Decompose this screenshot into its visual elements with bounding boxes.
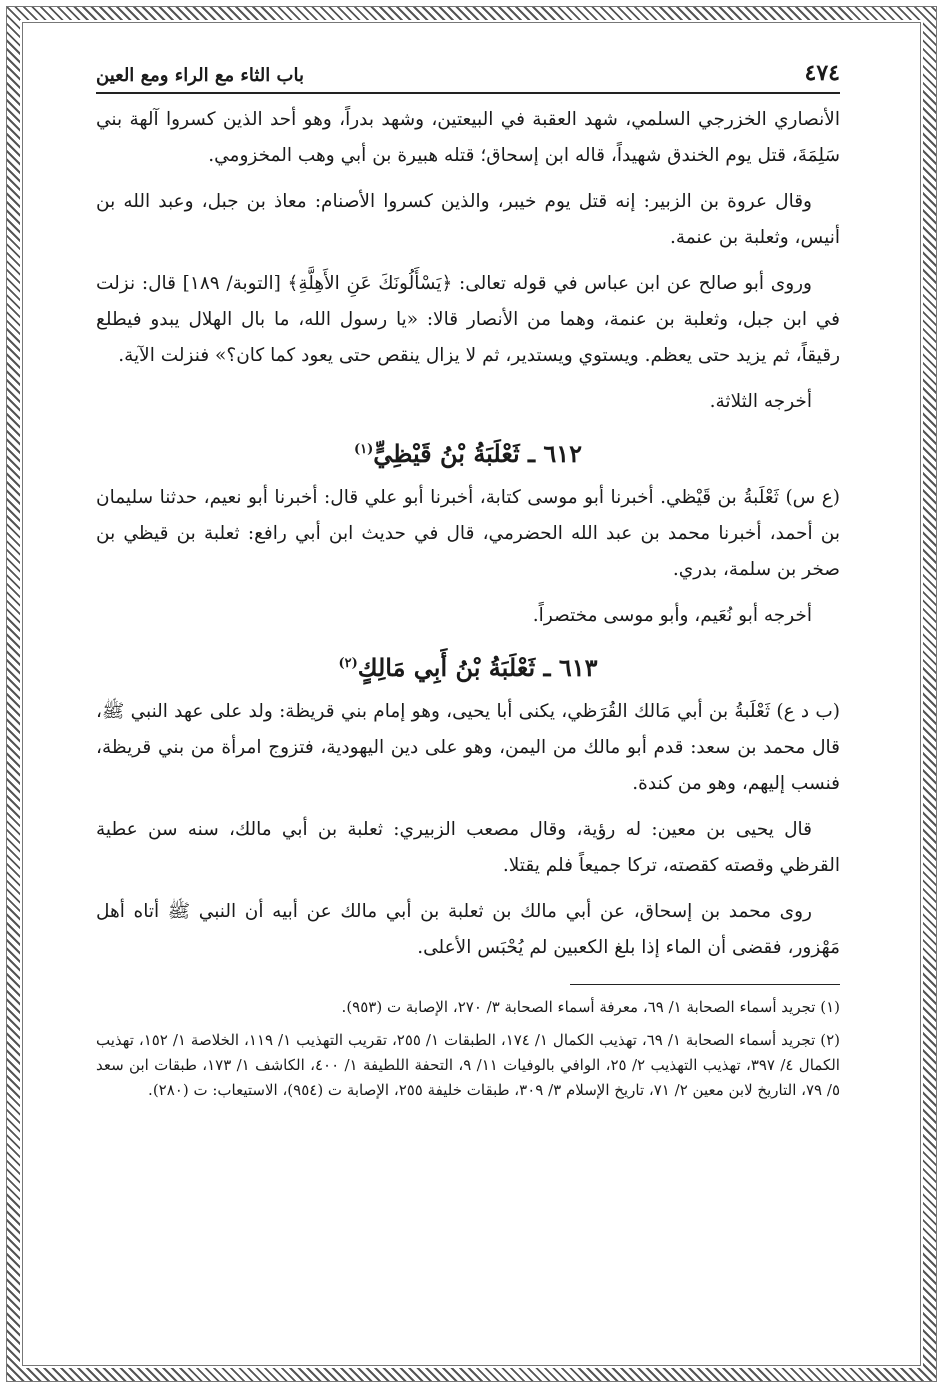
footnote-marker: (١) [353,442,374,457]
footnote: (١) تجريد أسماء الصحابة ١/ ٦٩، معرفة أسماء الصحابة ٣/ ٢٧٠، الإصابة ت (٩٥٣). [341,998,840,1016]
page-header [96,60,840,94]
footnote: (٢) تجريد أسماء الصحابة ١/ ٦٩، تهذيب الكمال ١/ ١٧٤، الطبقات ١/ ٢٥٥، تقريب التهذيب ١/ ١١٩، الخلاصة ١/ ١٥٢، تهذيب الكمال ٤/ ٣٩٧، تهذيب التهذيب ٢/ ٢٥، الوافي بالوفيات ١١/ ٩، التحفة اللطيفة ١/ ٤٠٠، الكاشف ١/ ١٧٣، طبقات ابن سعد ٥/ ٧٩، التاريخ لابن معين ٢/ ٧١، تاريخ الإسلام ٣/ ٣٠٩، طبقات خليفة ٢٥٥، الإصابة ت (٩٥٤)، الاستيعاب: ت (٢٨٠). [96,1031,841,1099]
entry-title-text: ٦١٢ ـ ثَعْلَبَةُ بْنُ قَيْظِيٍّ [373,439,583,468]
paragraph: أخرجه أبو نُعَيم، وأبو موسى مختصراً. [532,605,812,626]
paragraph: (ب د ع) ثَعْلَبةُ بن أبي مَالك القُرَظي، يكنى أبا يحيى، وهو إمام بني قريظة: ولد على عهد النبي ﷺ، قال محمد بن سعد: قدم أبو مالك من اليمن، وهو على دين اليهودية، فتزوج امرأة من بني قريظة، فنسب إليهم، وهو من كندة. [96,701,840,794]
entry-title-613 [96,644,840,688]
paragraph: قال يحيى بن معين: له رؤية، وقال مصعب الزبيري: ثعلبة بن أبي مالك، سنه سن عطية القرظي وقصته كقصته، تركا جميعاً فلم يقتلا. [96,819,840,876]
entry-title-612 [96,430,840,474]
paragraph: الأنصاري الخزرجي السلمي، شهد العقبة في البيعتين، وشهد بدراً، وهو أحد الذين كسروا آلهة بني سَلِمَةَ، قتل يوم الخندق شهيداً، قاله ابن إسحاق؛ قتله هبيرة بن أبي وهب المخزومي. [96,109,840,166]
page-number: ٤٧٤ [804,60,840,86]
footnote-separator [570,984,840,985]
paragraph: أخرجه الثلاثة. [709,391,812,412]
paragraph: روى محمد بن إسحاق، عن أبي مالك بن ثعلبة بن أبي مالك عن أبيه أن النبي ﷺ أتاه أهل مَهْزور، فقضى أن الماء إذا بلغ الكعبين لم يُحْبَس الأعلى. [96,901,840,958]
chapter-title: باب الثاء مع الراء ومع العين [96,65,304,86]
paragraph: وروى أبو صالح عن ابن عباس في قوله تعالى: ﴿يَسْأَلُونَكَ عَنِ الأَهِلَّةِ﴾ [التوبة/ ١٨٩] قال: نزلت في ابن جبل، وثعلبة بن عنمة، وهما من الأنصار قالا: «يا رسول الله، ما بال الهلال يبدو فيطلع رقيقاً، ثم يزيد حتى يعظم. ويستوي ويستدير، ثم لا يزال ينقص حتى يعود كما كان؟» فنزلت الآية. [96,273,840,366]
entry-title-text: ٦١٣ ـ ثَعْلَبَةُ بْنُ أَبِي مَالِكٍ [357,653,598,682]
footnote-marker: (٢) [338,656,358,671]
paragraph: وقال عروة بن الزبير: إنه قتل يوم خيبر، والذين كسروا الأصنام: معاذ بن جبل، وعبد الله بن أنيس، وثعلبة بن عنمة. [96,191,840,248]
page-content [96,60,840,1111]
paragraph: (ع س) ثَعْلَبةُ بن قَيْظي. أخبرنا أبو موسى كتابة، أخبرنا أبو علي قال: أخبرنا أبو نعيم، حدثنا سليمان بن أحمد، أخبرنا محمد بن عبد الله الحضرمي، قال في حديث ابن أبي رافع: ثعلبة بن قيظي بن صخر بن سلمة، بدري. [96,487,840,580]
